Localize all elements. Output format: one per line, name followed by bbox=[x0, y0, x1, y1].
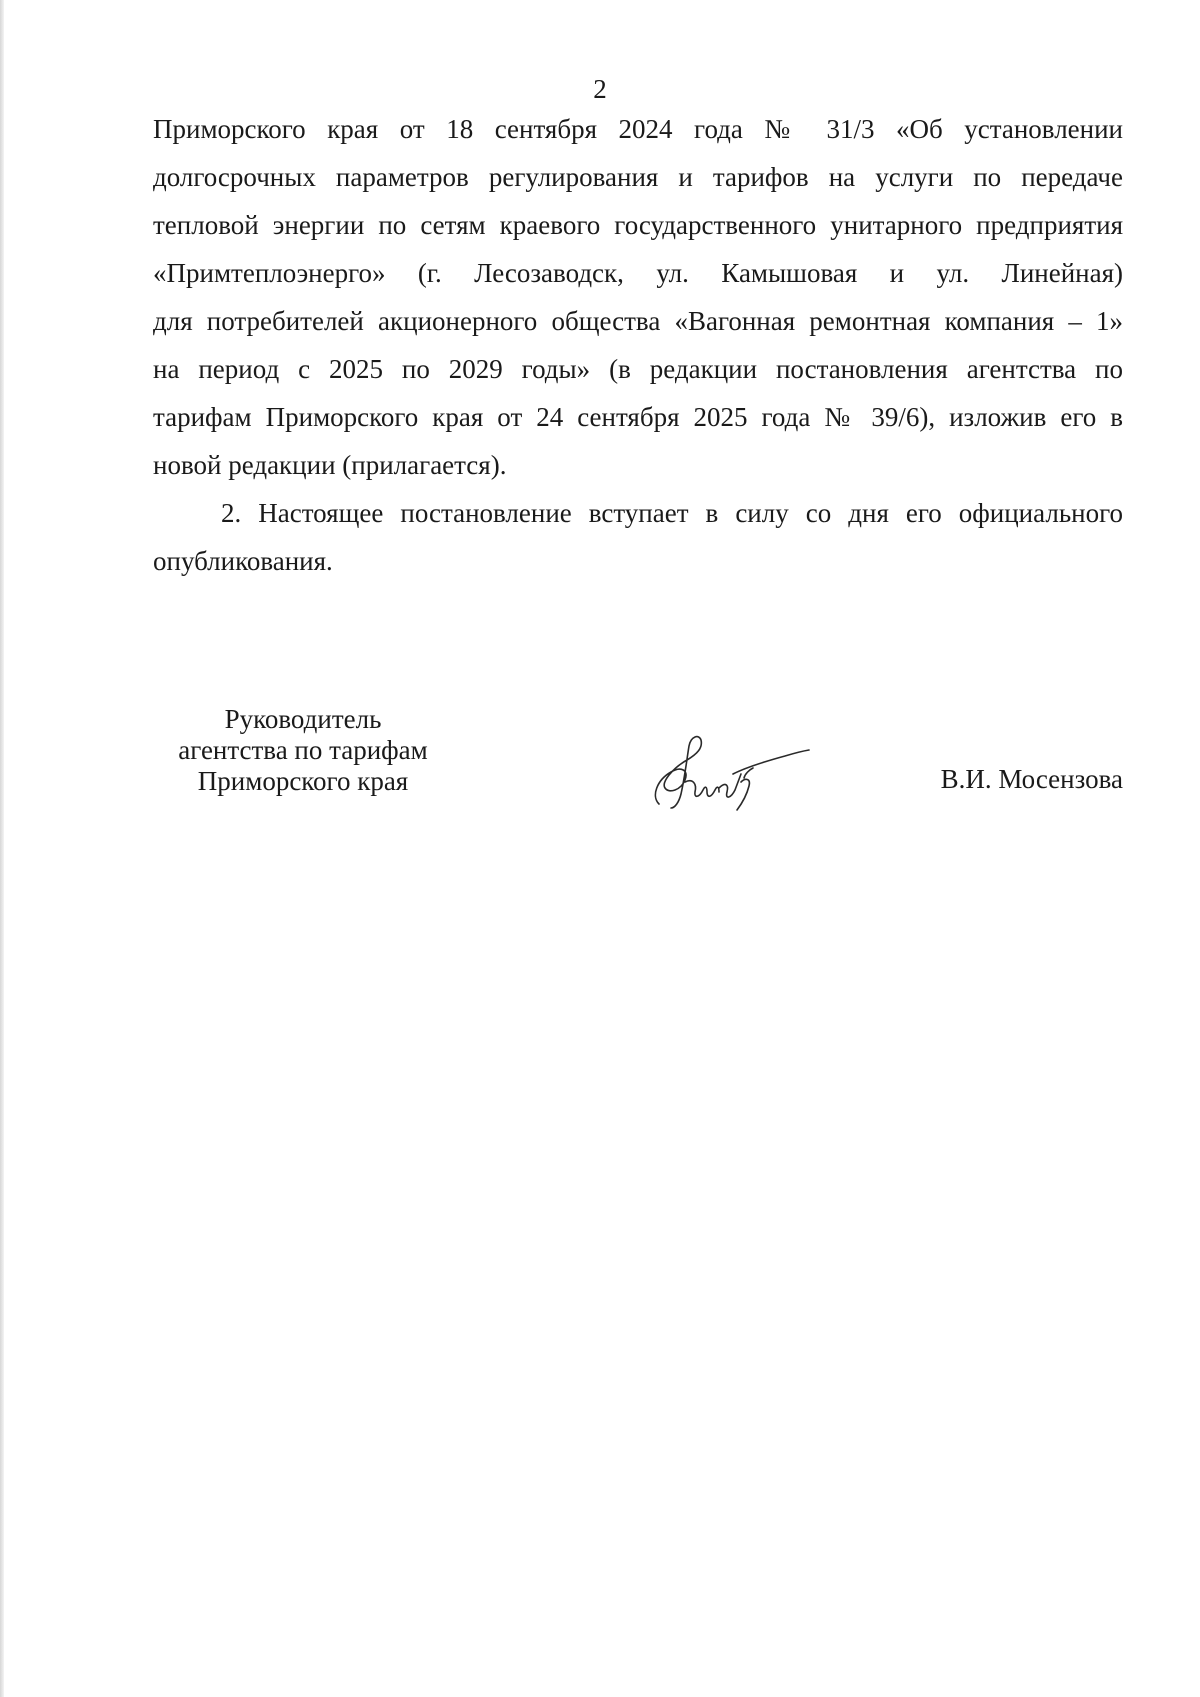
signer-position-line: агентства по тарифам bbox=[178, 735, 428, 765]
paragraph-1 bbox=[153, 105, 1123, 489]
text-line: опубликования. bbox=[153, 546, 333, 576]
text-line: для потребителей акционерного общества «Вагонная ремонтная компания – 1» bbox=[153, 306, 1123, 336]
text-line: тарифам Приморского края от 24 сентября 2025 года № 39/6), изложив его в bbox=[153, 402, 1123, 432]
text-line: 2. Настоящее постановление вступает в силу со дня его официального bbox=[221, 498, 1123, 528]
text-line: «Примтеплоэнерго» (г. Лесозаводск, ул. Камышовая и ул. Линейная) bbox=[153, 258, 1123, 288]
paragraph-2 bbox=[153, 489, 1123, 585]
scan-edge bbox=[0, 0, 4, 1697]
text-line: тепловой энергии по сетям краевого государственного унитарного предприятия bbox=[153, 210, 1123, 240]
page-number: 2 bbox=[593, 74, 607, 104]
document-body bbox=[153, 105, 1123, 585]
signer-position-line: Руководитель bbox=[224, 704, 382, 734]
text-line: Приморского края от 18 сентября 2024 года № 31/3 «Об установлении bbox=[153, 114, 1123, 144]
text-line: новой редакции (прилагается). bbox=[153, 450, 507, 480]
signer-name: В.И. Мосензова bbox=[940, 764, 1123, 794]
signer-position bbox=[153, 704, 453, 797]
text-line: долгосрочных параметров регулирования и тарифов на услуги по передаче bbox=[153, 162, 1123, 192]
handwritten-signature bbox=[645, 724, 815, 814]
text-line: на период с 2025 по 2029 годы» (в редакции постановления агентства по bbox=[153, 354, 1123, 384]
signature-block bbox=[153, 704, 1123, 814]
signer-position-line: Приморского края bbox=[197, 766, 409, 796]
